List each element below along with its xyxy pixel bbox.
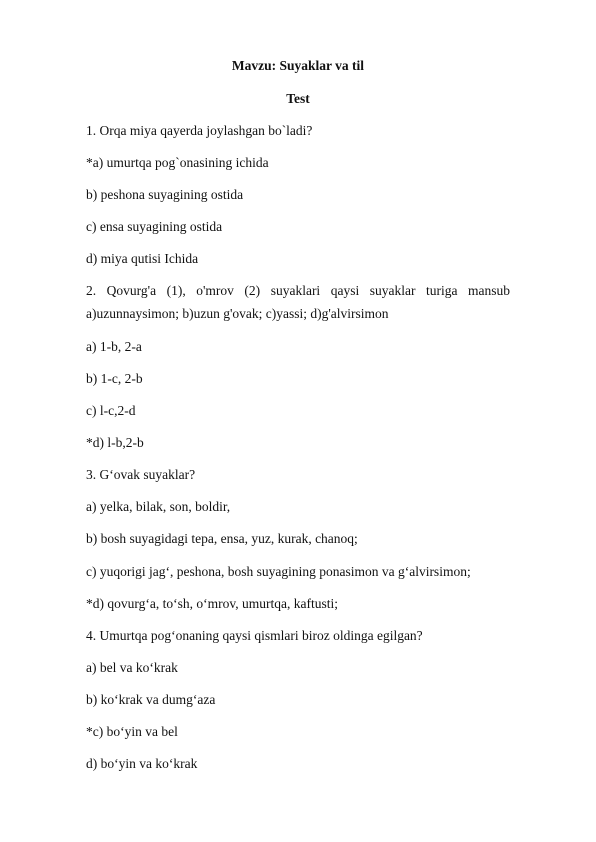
question-3-option-d: *d) qovurg‘a, to‘sh, o‘mrov, umurtqa, kaftusti;: [86, 596, 338, 611]
document-title: Mavzu: Suyaklar va til: [231, 58, 365, 73]
question-2-line-1: 2. Qovurg'a (1), o'mrov (2) suyaklari qaysi suyaklar turiga mansub: [86, 283, 510, 298]
question-3-option-a: a) yelka, bilak, son, boldir,: [86, 499, 231, 514]
question-4-option-c: *c) bo‘yin va bel: [86, 724, 178, 739]
question-3-option-b: b) bosh suyagidagi tepa, ensa, yuz, kurak, chanoq;: [86, 531, 358, 546]
question-2-option-a: a) 1-b, 2-a: [86, 339, 142, 354]
question-1-option-b: b) peshona suyagining ostida: [86, 187, 244, 202]
question-1-option-d: d) miya qutisi Ichida: [86, 251, 199, 266]
question-2-option-b: b) 1-c, 2-b: [86, 371, 143, 386]
question-1-option-a: *a) umurtqa pog`onasining ichida: [86, 155, 269, 170]
document-subtitle: Test: [286, 91, 310, 106]
question-3-option-c: c) yuqorigi jag‘, peshona, bosh suyagining ponasimon va g‘alvirsimon;: [86, 564, 471, 579]
question-4-option-b: b) ko‘krak va dumg‘aza: [86, 692, 216, 707]
question-2-line-2: a)uzunnaysimon; b)uzun g'ovak; c)yassi; d)g'alvirsimon: [86, 306, 389, 321]
question-4: 4. Umurtqa pog‘onaning qaysi qismlari biroz oldinga egilgan?: [86, 628, 423, 643]
question-4-option-a: a) bel va ko‘krak: [86, 660, 178, 675]
question-4-option-d: d) bo‘yin va ko‘krak: [86, 756, 198, 771]
question-1-option-c: c) ensa suyagining ostida: [86, 219, 223, 234]
question-2-option-c: c) l-c,2-d: [86, 403, 136, 418]
question-1: 1. Orqa miya qayerda joylashgan bo`ladi?: [86, 123, 313, 138]
question-3: 3. G‘ovak suyaklar?: [86, 467, 196, 482]
question-2-option-d: *d) l-b,2-b: [86, 435, 144, 450]
